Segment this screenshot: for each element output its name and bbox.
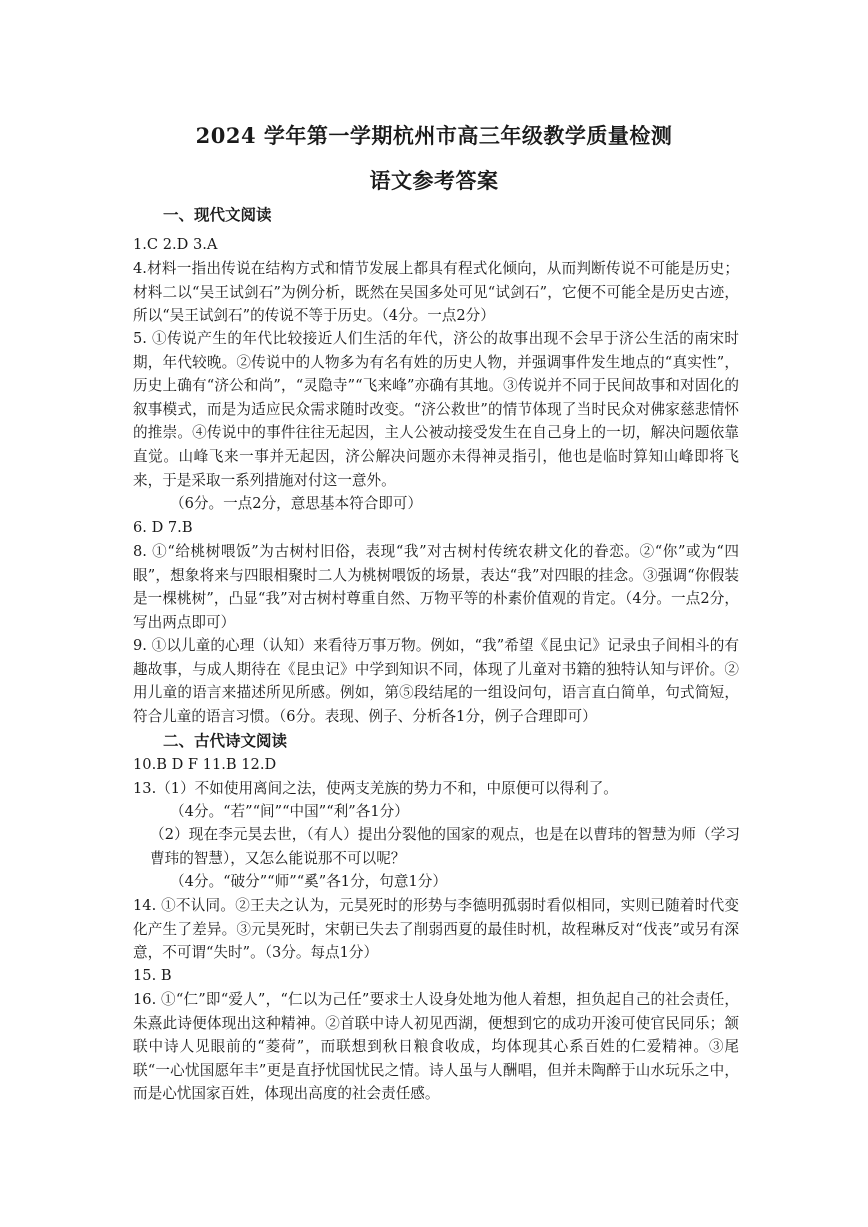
answer-4: 4.材料一指出传说在结构方式和情节发展上都具有程式化倾向，从而判断传说不可能是历史；材料二以“吴王试剑石”为例分析，既然在吴国多处可见“试剑石”，它便不可能全是历史古迹，所以“吴王试剑石”的传说不等于历史。（4分。一点2分） [133,260,739,325]
answer-13-1: 13.（1）不如使用离间之法，使两支羌族的势力不和，中原便可以得利了。 [133,780,618,797]
document-title: 2024 学年第一学期杭州市高三年级教学质量检测 [195,123,673,148]
section-heading-classical-reading: 二、古代诗文阅读 [163,731,288,750]
answer-13-2: （2）现在李元昊去世，（有人）提出分裂他的国家的观点，也是在以曹玮的智慧为师（学习曹玮的智慧），又怎么能说那不可以呢？ [150,826,740,867]
document-subtitle: 语文参考答案 [369,168,499,193]
answer-1-3: 1.C 2.D 3.A [133,236,218,253]
answer-15: 15. B [133,967,172,984]
answer-13-2-note: （4分。“破分”“师”“奚”各1分，句意1分） [170,873,447,890]
answer-6-7: 6. D 7.B [133,519,193,536]
answer-5: 5. ①传说产生的年代比较接近人们生活的年代，济公的故事出现不会早于济公生活的南宋时期，年代较晚。②传说中的人物多为有名有姓的历史人物，并强调事件发生地点的“真实性”，历史上确有“济公和尚”，“灵隐寺”“飞来峰”亦确有其地。③传说并不同于民间故事和对固化的叙事模式，而是为适应民众需求随时改变。“济公救世”的情节体现了当时民众对佛家慈悲情怀的推崇。④传说中的事件往往无起因，主人公被动接受发生在自己身上的一切，解决问题依靠直觉。山峰飞来一事并无起因，济公解决问题亦未得神灵指引，他也是临时算知山峰即将飞来，于是采取一系列措施对付这一意外。 [133,330,739,489]
answer-16: 16. ①“仁”即“爱人”，“仁以为己任”要求士人设身处地为他人着想，担负起自己的社会责任，朱熹此诗便体现出这种精神。②首联中诗人初见西湖，便想到它的成功开浚可使官民同乐；颔联中诗人见眼前的“菱荷”，而联想到秋日粮食收成，均体现其心系百姓的仁爱精神。③尾联“一心忧国愿年丰”更是直抒忧国忧民之情。诗人虽与人酬唱，但并未陶醉于山水玩乐之中，而是心忧国家百姓，体现出高度的社会责任感。 [133,991,739,1103]
section-heading-modern-reading: 一、现代文阅读 [163,205,272,224]
answer-13-1-note: （4分。“若”“间”“中国”“利”各1分） [170,803,409,820]
answer-8: 8. ①“给桃树喂饭”为古树村旧俗，表现“我”对古树村传统农耕文化的眷恋。②“你”或为“四眼”，想象将来与四眼相聚时二人为桃树喂饭的场景，表达“我”对四眼的挂念。③强调“你假装是一棵桃树”，凸显“我”对古树村尊重自然、万物平等的朴素价值观的肯定。（4分。一点2分，写出两点即可） [133,543,739,631]
answer-9: 9. ①以儿童的心理（认知）来看待万事万物。例如，“我”希望《昆虫记》记录虫子间相斗的有趣故事，与成人期待在《昆虫记》中学到知识不同，体现了儿童对书籍的独特认知与评价。②用儿童的语言来描述所见所感。例如，第⑤段结尾的一组设问句，语言直白简单，句式简短，符合儿童的语言习惯。（6分。表现、例子、分析各1分，例子合理即可） [133,637,739,725]
answer-14: 14. ①不认同。②王夫之认为，元昊死时的形势与李德明孤弱时看似相同，实则已随着时代变化产生了差异。③元昊死时，宋朝已失去了削弱西夏的最佳时机，故程琳反对“伐丧”或另有深意，不可谓“失时”。（3分。每点1分） [133,897,739,962]
answer-10-12: 10.B D F 11.B 12.D [133,756,277,773]
answer-5-note: （6分。一点2分，意思基本符合即可） [170,495,423,512]
